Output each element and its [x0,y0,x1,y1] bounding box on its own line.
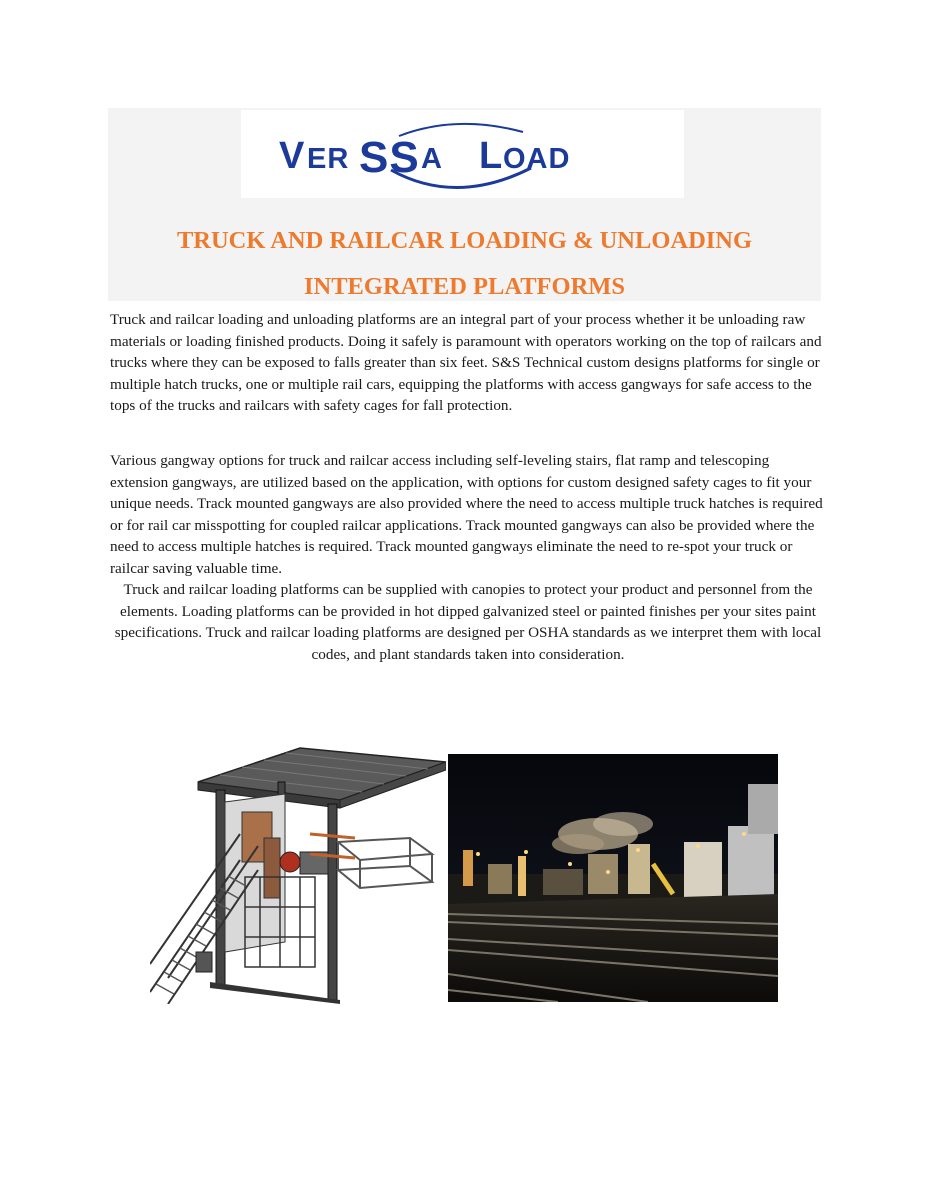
body-paragraph-3: Truck and railcar loading platforms can be supplied with canopies to protect your product and personnel from the elements. Loading platforms can be provided in hot dipped galvanized steel or painted finishes per your sites paint specifications. Truck and railcar loading platforms are designed per OSHA standards as we interpret them with local codes, and plant standards taken into consideration. [114,581,822,663]
verssa-load-logo-icon [241,110,684,198]
night-rail-yard-photo [448,754,778,1002]
svg-text:SS: SS [359,133,420,182]
svg-text:ER: ER [307,143,350,175]
body-paragraph-1: Truck and railcar loading and unloading platforms are an integral part of your process whether it be unloading raw materials or loading finished products. Doing it safely is paramount with operators working on the top of railcars and trucks where they can be exposed to falls greater than six feet. S&S Technical custom designs platforms for single or multiple hatch trucks, one or multiple rail cars, equipping the platforms with access gangways for safe access to the tops of the trucks and railcars with safety cages for fall protection. [110,311,822,415]
page-title-line-2: INTEGRATED PLATFORMS [303,273,626,300]
svg-text:A: A [421,143,443,175]
svg-text:L: L [479,135,504,177]
platform-cad-drawing [150,742,446,1004]
logo [241,110,684,198]
svg-text:OAD: OAD [503,143,571,175]
svg-text:V: V [279,135,306,177]
page-title-line-1: TRUCK AND RAILCAR LOADING & UNLOADING [176,227,753,254]
body-paragraph-2: Various gangway options for truck and railcar access including self-leveling stairs, flat ramp and telescoping extension gangways, are utilized based on the application, with options for custom designed safety cages to fit your unique needs. Track mounted gangways are also provided where the need to access multiple truck hatches is required or for rail car misspotting for coupled railcar applications. Track mounted gangways can also be provided where the need to access multiple hatches is required. Track mounted gangways eliminate the need to re-spot your truck or railcar saving valuable time. [110,452,823,577]
